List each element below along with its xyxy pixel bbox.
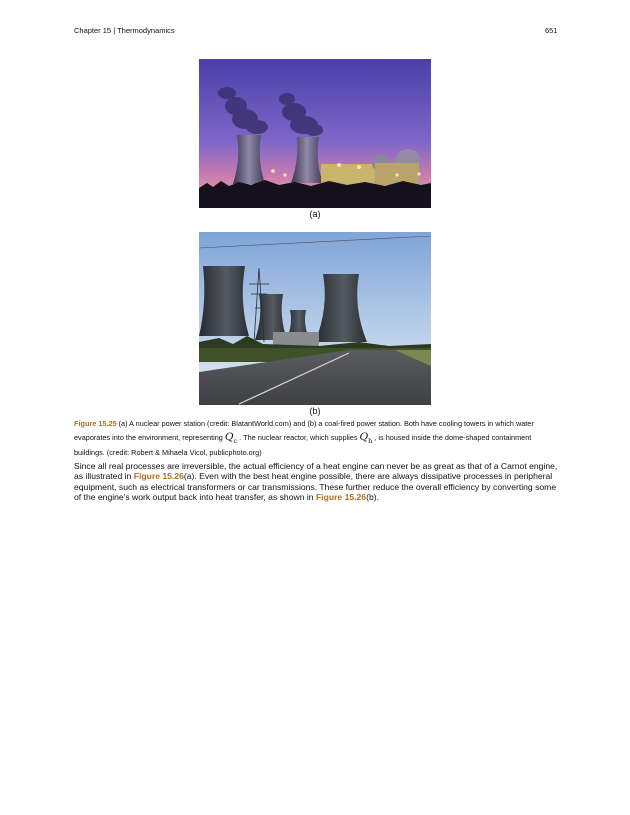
subfigure-label-b: (b) (309, 406, 321, 416)
page-number: 651 (545, 26, 558, 35)
caption-text-2: . The nuclear reactor, which supplies (237, 432, 360, 442)
figure-link-15-26b[interactable]: Figure 15.26 (315, 492, 367, 503)
caption-text-3: , is housed inside the dome-shaped containment buildings. (credit: Robert & Mihaela Vicol, publicphoto.org) (74, 432, 532, 458)
paragraph-text-3: (b). (366, 492, 379, 503)
coal-power-station-photo (199, 232, 431, 405)
figure-number: Figure 15.25 (74, 419, 117, 428)
caption-text-1: (a) A nuclear power station (credit: BlatantWorld.com) and (b) a coal-fired power station. Both have cooling towers in which water evaporates into the environment, representing (74, 419, 534, 442)
math-qh-symbol: Q (359, 430, 369, 443)
math-qh-subscript: h (368, 436, 373, 445)
nuclear-power-station-photo (199, 59, 431, 208)
body-paragraph (74, 461, 559, 503)
figure-caption (74, 418, 559, 460)
math-qh (360, 431, 373, 443)
math-qc (225, 431, 237, 443)
paragraph-text-2: (a). Even with the best heat engine possible, there are always dissipative processes in peripheral equipment, such as electrical transformers or car transmissions. These further reduce the overall efficiency by converting some of the engine's work output back into heat transfer, as shown in (74, 471, 557, 503)
running-header-chapter: Chapter 15 | Thermodynamics (74, 26, 175, 35)
figure-link-15-26a[interactable]: Figure 15.26 (133, 471, 184, 482)
paragraph-text-1: Since all real processes are irreversible, the actual efficiency of a heat engine can never be as great as that of a Carnot engine, as illustrated in (74, 461, 558, 482)
math-qc-symbol: Q (224, 430, 234, 443)
math-qc-subscript: c (233, 436, 238, 445)
subfigure-label-a: (a) (309, 209, 321, 219)
